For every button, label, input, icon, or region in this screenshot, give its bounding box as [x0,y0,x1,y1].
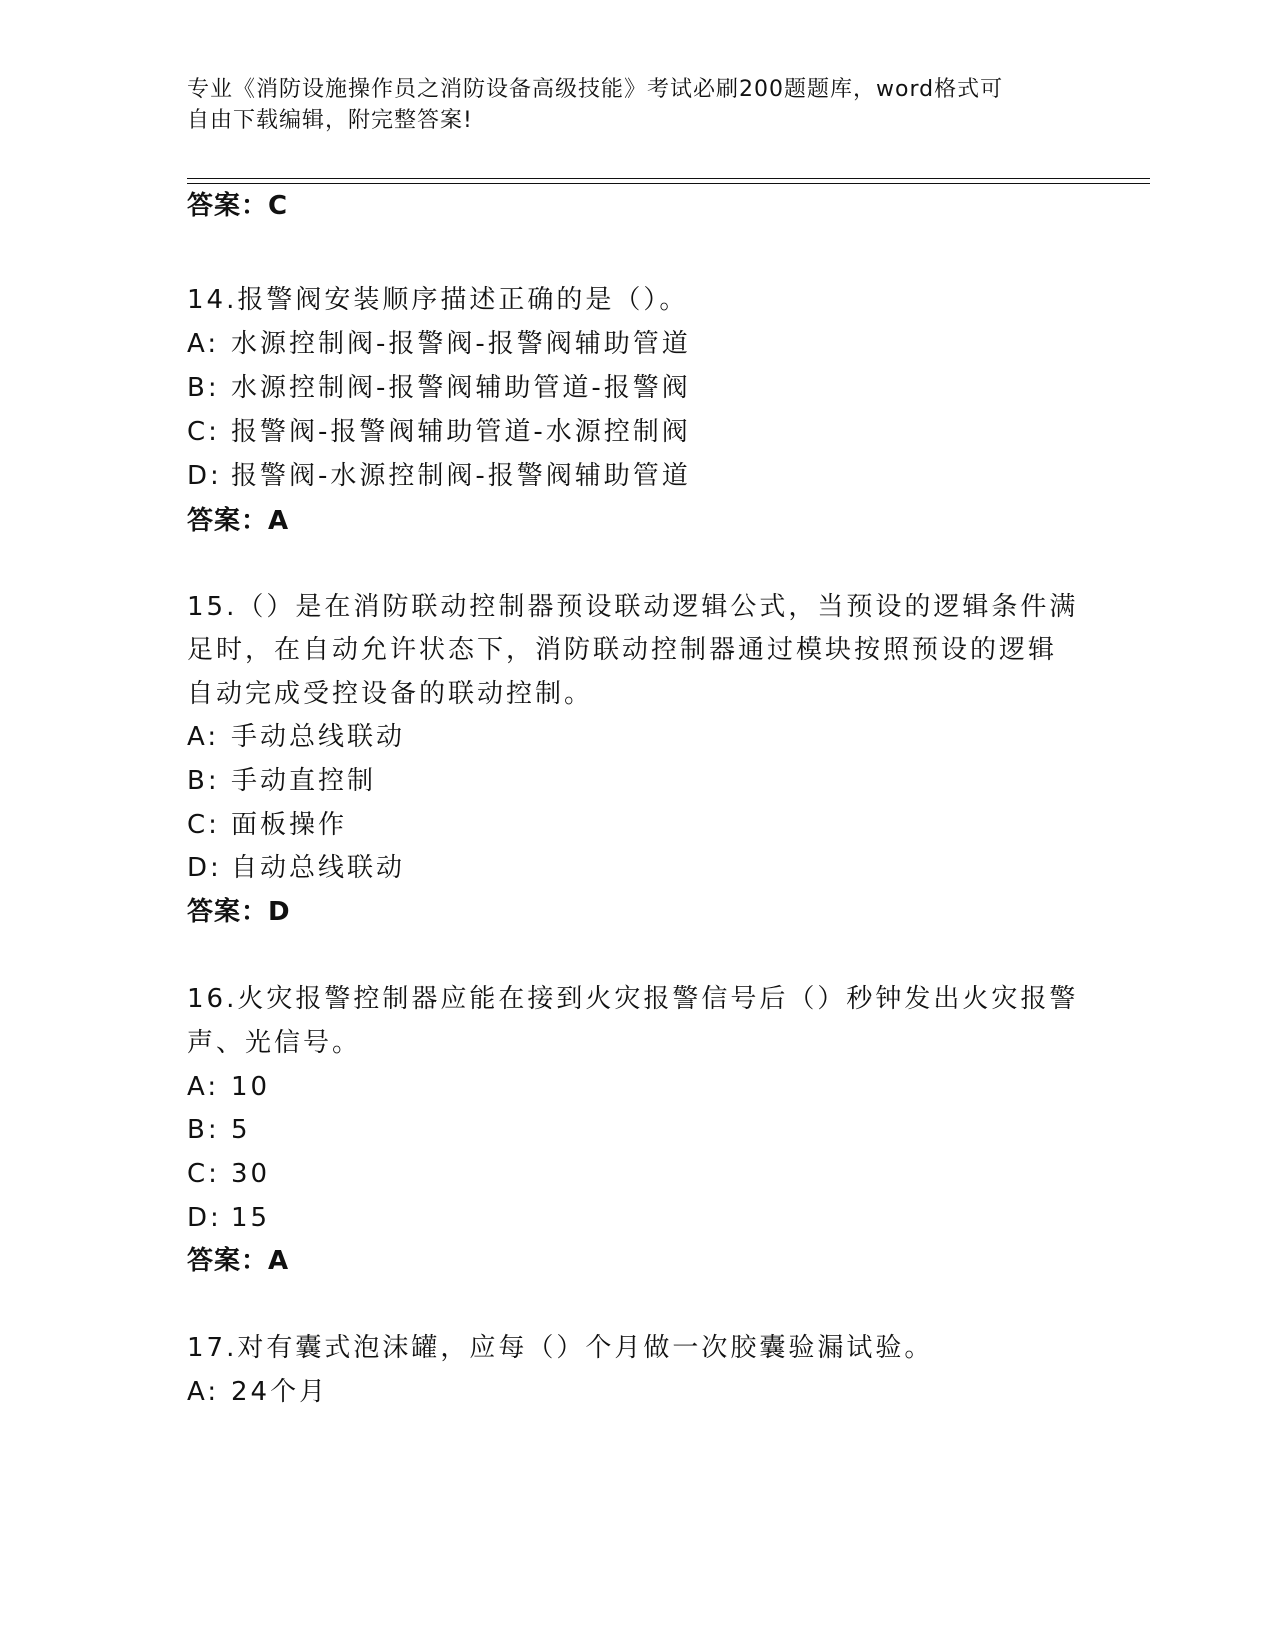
option-letter: C: [187,1159,220,1189]
answer-q16: 答案：A [187,1246,290,1276]
option-letter: A: [187,329,220,359]
question-16-stem-line-1: 16.火灾报警控制器应能在接到火灾报警信号后（）秒钟发出火灾报警 [187,984,1079,1014]
option-letter: A: [187,1377,220,1407]
option-text: 30 [231,1159,271,1189]
option-letter: A: [187,722,220,752]
question-14-option-c [187,416,691,448]
option-text: 水源控制阀-报警阀辅助管道-报警阀 [231,373,691,403]
option-text: 水源控制阀-报警阀-报警阀辅助管道 [231,329,691,359]
option-letter: A: [187,1072,220,1102]
option-text: 手动总线联动 [231,722,406,752]
option-text: 15 [231,1203,271,1233]
option-letter: D: [187,853,222,883]
option-letter: C: [187,810,220,840]
question-14-stem: 14.报警阀安装顺序描述正确的是（）。 [187,285,689,315]
question-15-stem-line-3: 自动完成受控设备的联动控制。 [187,679,594,709]
option-letter: B: [187,1115,220,1145]
header-rule-bottom [187,183,1150,184]
option-text: 10 [231,1072,271,1102]
header-rule-top [187,178,1150,179]
question-16-stem-line-2: 声、光信号。 [187,1028,362,1058]
question-15-stem-line-2: 足时，在自动允许状态下，消防联动控制器通过模块按照预设的逻辑 [187,635,1058,665]
question-15-option-a [187,721,405,753]
question-15-option-b [187,765,376,797]
document-header [187,74,1087,136]
option-letter: C: [187,417,220,447]
option-text: 报警阀-水源控制阀-报警阀辅助管道 [231,461,691,491]
option-text: 24个月 [231,1377,329,1407]
question-15-option-c [187,809,347,841]
question-16-option-a [187,1071,270,1103]
option-text: 面板操作 [231,810,348,840]
answer-q15: 答案：D [187,897,291,927]
header-line-2: 自由下载编辑，附完整答案! [187,108,473,133]
option-letter: D: [187,461,222,491]
option-letter: B: [187,766,220,796]
option-text: 5 [231,1115,251,1145]
answer-q14: 答案：A [187,506,290,536]
header-line-1: 专业《消防设施操作员之消防设备高级技能》考试必刷200题题库，word格式可 [187,77,1004,102]
option-letter: B: [187,373,220,403]
question-14-option-d [187,460,691,492]
question-15-option-d [187,852,405,884]
option-text: 自动总线联动 [231,853,406,883]
option-text: 报警阀-报警阀辅助管道-水源控制阀 [231,417,691,447]
question-14-option-b [187,372,691,404]
question-14-option-a [187,328,691,360]
question-16-option-d [187,1202,270,1234]
answer-q13: 答案：C [187,191,289,221]
question-15-stem-line-1: 15.（）是在消防联动控制器预设联动逻辑公式，当预设的逻辑条件满 [187,592,1079,622]
question-16-option-c [187,1158,270,1190]
question-17-option-a [187,1376,328,1408]
option-letter: D: [187,1203,222,1233]
question-17-stem: 17.对有囊式泡沫罐，应每（）个月做一次胶囊验漏试验。 [187,1333,934,1363]
option-text: 手动直控制 [231,766,377,796]
question-16-option-b [187,1114,251,1146]
